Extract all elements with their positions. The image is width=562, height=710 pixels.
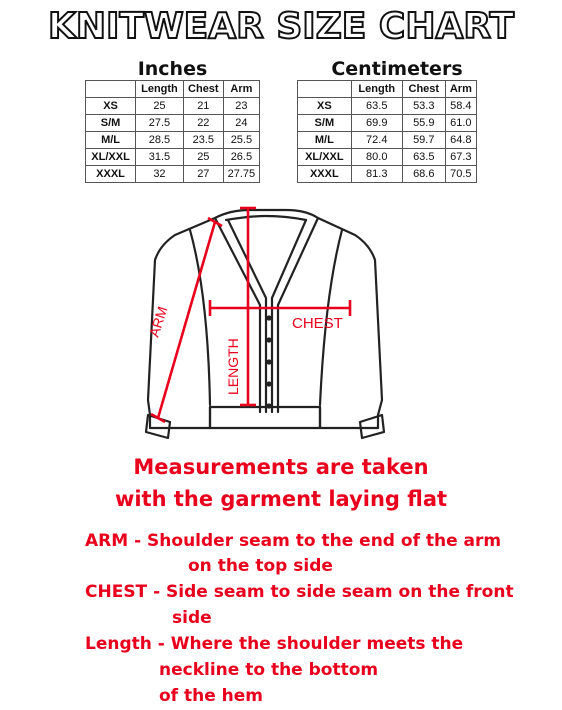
inches-value-cell: 25 [183,149,223,166]
centimeters-size-cell: XXXL [298,166,352,183]
centimeters-value-cell: 61.0 [445,115,476,132]
inches-value-cell: 21 [183,98,223,115]
centimeters-value-cell: 68.6 [402,166,445,183]
centimeters-header-cell [298,81,352,98]
centimeters-size-cell: S/M [298,115,352,132]
note-main-line-1: Measurements are taken [133,455,429,479]
centimeters-table-title: Centimeters [331,58,463,80]
chest-note-line-2: side [172,608,212,628]
cardigan-diagram [120,200,440,455]
inches-value-cell: 26.5 [223,149,259,166]
centimeters-value-cell: 55.9 [402,115,445,132]
inches-header-cell [86,81,136,98]
inches-value-cell: 32 [136,166,184,183]
centimeters-row [298,166,477,183]
centimeters-value-cell: 80.0 [351,149,402,166]
inches-size-cell: S/M [86,115,136,132]
length-note-line-3: of the hem [159,686,264,706]
centimeters-header-cell: Length [351,81,402,98]
length-note-line-1: Length - Where the shoulder meets the [85,634,464,654]
centimeters-value-cell: 69.9 [351,115,402,132]
centimeters-size-cell: XS [298,98,352,115]
length-label: LENGTH [225,338,241,395]
inches-value-cell: 23 [223,98,259,115]
inches-table [85,80,260,183]
centimeters-header-row [298,81,477,98]
chest-note-line-1: CHEST - Side seam to side seam on the front [85,582,514,602]
inches-header-cell: Chest [183,81,223,98]
page-title: KNITWEAR SIZE CHART [47,6,514,47]
inches-value-cell: 27.75 [223,166,259,183]
button-4 [266,381,271,386]
centimeters-value-cell: 67.3 [445,149,476,166]
inches-row [86,98,260,115]
arm-label: ARM [145,304,171,339]
centimeters-value-cell: 53.3 [402,98,445,115]
left-sleeve-outline [190,230,210,405]
centimeters-value-cell: 63.5 [351,98,402,115]
inches-header-row [86,81,260,98]
length-note-line-2: neckline to the bottom [159,660,379,680]
inches-header-cell: Arm [223,81,259,98]
centimeters-row [298,132,477,149]
inches-value-cell: 27 [183,166,223,183]
centimeters-value-cell: 64.8 [445,132,476,149]
button-1 [266,315,271,320]
note-main-line-2: with the garment laying flat [114,487,448,511]
centimeters-size-cell: XL/XXL [298,149,352,166]
inches-size-cell: XL/XXL [86,149,136,166]
button-2 [266,337,271,342]
centimeters-row [298,115,477,132]
inches-value-cell: 25.5 [223,132,259,149]
inches-row [86,149,260,166]
inches-value-cell: 22 [183,115,223,132]
centimeters-header-cell: Arm [445,81,476,98]
arm-note-line-2: on the top side [188,556,333,576]
inches-row [86,166,260,183]
button-5 [266,403,271,408]
inches-value-cell: 31.5 [136,149,184,166]
inches-value-cell: 25 [136,98,184,115]
centimeters-value-cell: 63.5 [402,149,445,166]
centimeters-table [297,80,477,183]
right-cuff-outline [360,415,384,438]
inches-value-cell: 27.5 [136,115,184,132]
inches-row [86,115,260,132]
inches-size-cell: M/L [86,132,136,149]
inches-row [86,132,260,149]
centimeters-header-cell: Chest [402,81,445,98]
collar-inner-outline [226,216,306,220]
inches-table-title: Inches [137,58,208,80]
centimeters-value-cell: 72.4 [351,132,402,149]
centimeters-row [298,149,477,166]
centimeters-row [298,98,477,115]
centimeters-size-cell: M/L [298,132,352,149]
centimeters-value-cell: 59.7 [402,132,445,149]
centimeters-value-cell: 70.5 [445,166,476,183]
inches-header-cell: Length [136,81,184,98]
inches-value-cell: 23.5 [183,132,223,149]
inches-size-cell: XXXL [86,166,136,183]
centimeters-value-cell: 58.4 [445,98,476,115]
inches-size-cell: XS [86,98,136,115]
inches-value-cell: 24 [223,115,259,132]
chest-label: CHEST [292,315,343,332]
arm-note-line-1: ARM - Shoulder seam to the end of the arm [85,531,502,551]
centimeters-value-cell: 81.3 [351,166,402,183]
button-3 [266,359,271,364]
inches-value-cell: 28.5 [136,132,184,149]
